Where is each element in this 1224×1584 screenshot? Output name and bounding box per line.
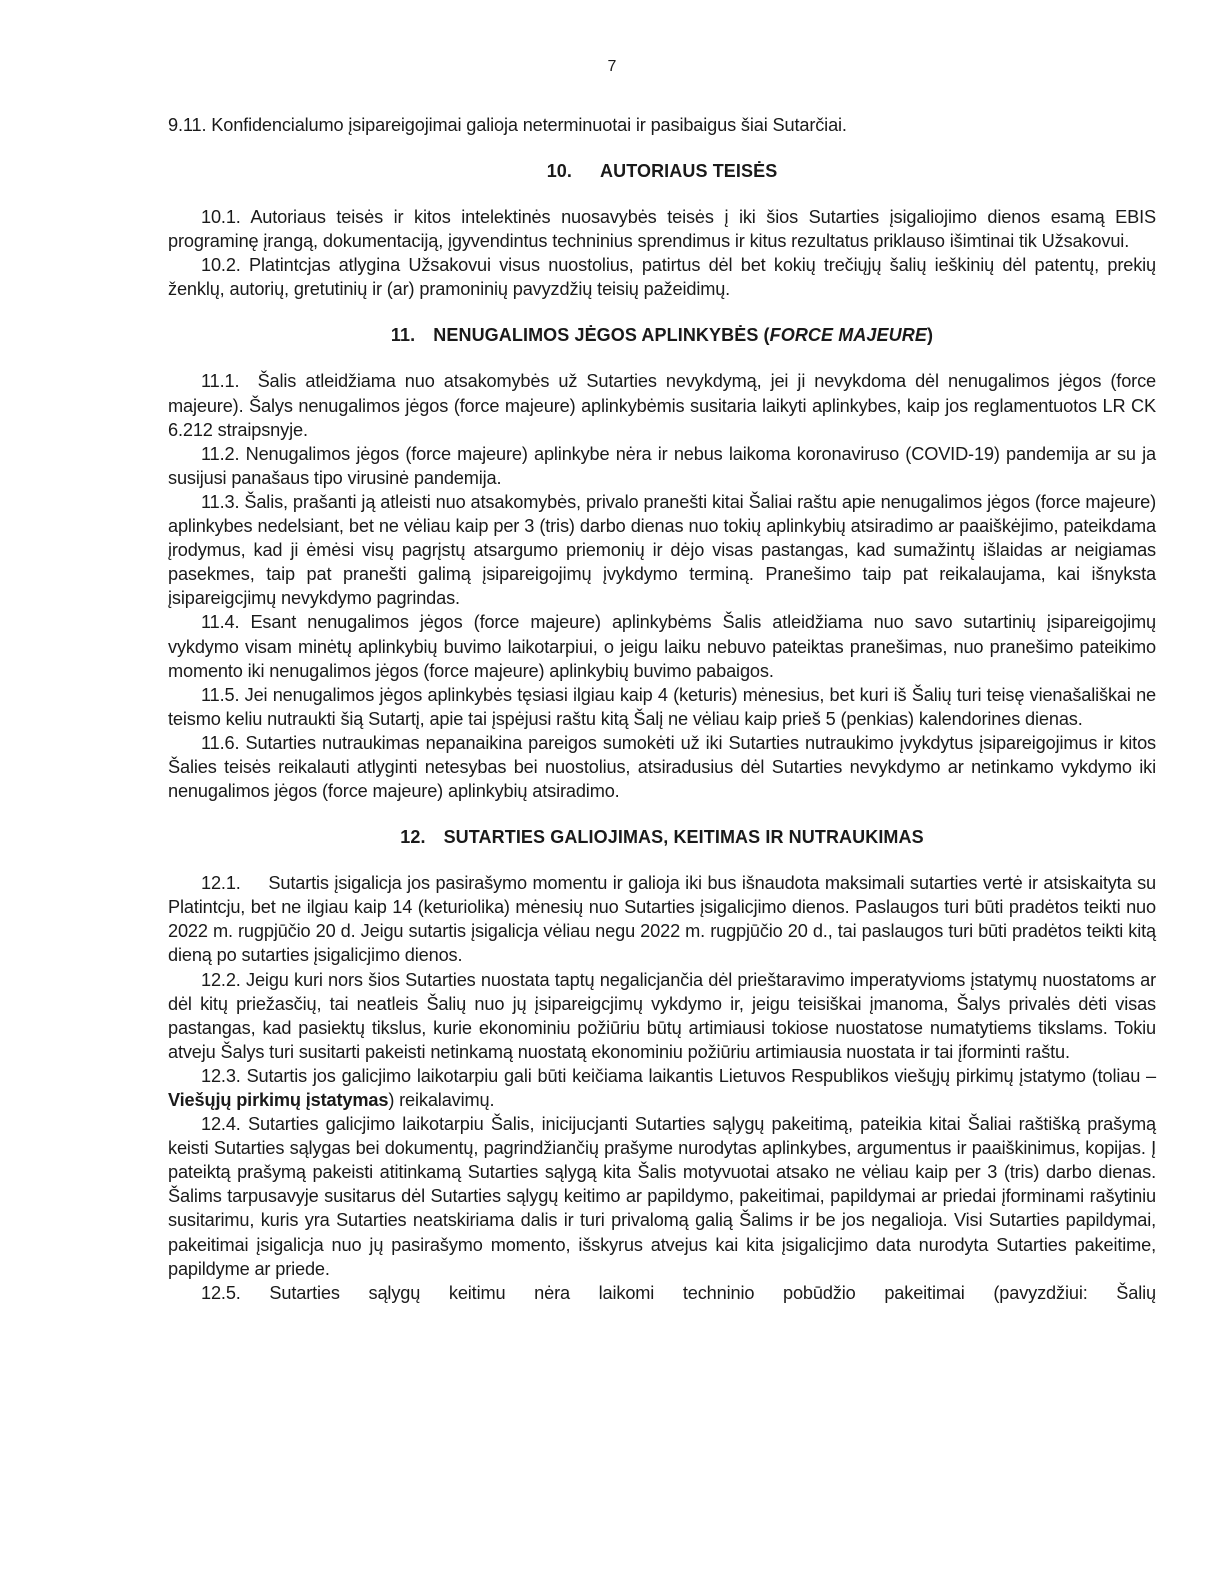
clause-12-2 [134, 968, 1156, 1064]
clause-number: 11.3. [201, 491, 240, 512]
clause-text: Šalis, prašanti ją atleisti nuo atsakomybės, privalo pranešti kitai Šaliai raštu apie nenugalimos jėgos (force majeure) aplinkybes nedelsiant, bet ne vėliau kaip per 3 (tris) darbo dienas nuo tokių aplinkybių atsiradimo ar paaiškėjimo, pateikdama įrodymus, kad ji ėmėsi visų pagrįstų atsargumo priemonių ir dėjo visas pastangas, kad sumažintų išlaidas ar neigiamas pasekmes, taip pat pranešti galimą įsipareigojimų įvykdymo terminą. Pranešimo taip pat reikalaujama, kai išnyksta įsipareigcjimų nevykdymo pagrindas. [168, 491, 1156, 609]
section-title-italic: FORCE MAJEURE [769, 325, 927, 346]
section-heading-12 [168, 825, 1156, 849]
clause-text-end: ) reikalavimų. [388, 1090, 495, 1110]
clause-11-1 [134, 369, 1156, 441]
clause-text: Sutartis įsigalicja jos pasirašymo momentu ir galioja iki bus išnaudota maksimali sutarties vertė ir atsiskaityta su Platintcju, bet ne ilgiau kaip 14 (keturiolika) mėnesių nuo Sutarties įsigalicjimo dienos. Paslaugos turi būti pradėtos teikti nuo 2022 m. rugpjūčio 20 d. Jeigu sutartis įsigalicja vėliau negu 2022 m. rugpjūčio 20 d., tai paslaugos turi būti pradėtos teikti kitą dieną po sutarties įsigalicjimo dienos. [168, 873, 1156, 966]
clause-text: Sutartis jos galicjimo laikotarpiu gali būti keičiama laikantis Lietuvos Respublikos viešųjų pirkimų įstatymo (toliau – [246, 1065, 1157, 1086]
clause-number: 11.4. [201, 612, 240, 633]
clause-number: 12.3. [201, 1065, 241, 1086]
clause-text: Nenugalimos jėgos (force majeure) aplinkybe nėra ir nebus laikoma koronaviruso (COVID-19) pandemija ar su ja susijusi panašaus tipo virusinė pandemija. [168, 443, 1156, 488]
section-title: SUTARTIES GALIOJIMAS, KEITIMAS IR NUTRAUKIMAS [443, 827, 924, 848]
clause-number: 11.1. [201, 371, 240, 392]
clause-text: Platintcjas atlygina Užsakovui visus nuostolius, patirtus dėl bet kokių trečiųjų šalių ieškinių dėl patentų, prekių ženklų, autorių, gretutinių ir (ar) pramoninių pavyzdžių teisių pažeidimų. [168, 255, 1156, 300]
clause-text: Sutarties galicjimo laikotarpiu Šalis, inicijucjanti Sutarties sąlygų pakeitimą, pateikia kitai Šaliai raštišką prašymą keisti Sutarties sąlygas bei dokumentų, pagrindžiančių prašyme nurodytas aplinkybes, argumentus ir paaiškinimus, kopijas. Į pateiktą prašymą pakeisti atitinkamą Sutarties sąlygą kita Šalis motyvuotai atsako ne vėliau kaip per 3 (tris) darbo dienas. Šalims tarpusavyje susitarus dėl Sutarties sąlygų keitimo ar papildymo, pakeitimai, papildymai ar priedai įforminami rašytiniu susitarimu, kuris yra Sutarties neatskiriama dalis ir turi privalomą galią Šalims ir be jos negalioja. Visi Sutarties papildymai, pakeitimai įsigalicja nuo jų pasirašymo momento, išskyrus atvejus kai kita įsigalicjimo data nurodyta Sutarties pakeitime, papildyme ar priede. [168, 1114, 1156, 1279]
section-12-clauses [168, 871, 1156, 1305]
clause-text: Sutarties sąlygų keitimu nėra laikomi techninio pobūdžio pakeitimai (pavyzdžiui: Šalių [269, 1282, 1157, 1303]
clause-number: 10.1. [201, 207, 241, 228]
clause-10-2 [134, 253, 1156, 301]
clause-11-6 [134, 731, 1156, 803]
clause-12-1 [134, 871, 1156, 967]
document-body [168, 113, 1156, 1305]
clause-text: Konfidencialumo įsipareigojimai galioja neterminuotai ir pasibaigus šiai Sutarčiai. [211, 115, 847, 135]
clause-number: 11.6. [201, 732, 240, 753]
clause-number: 10.2. [201, 255, 241, 276]
clause-12-4 [134, 1112, 1156, 1281]
clause-number: 11.5. [201, 684, 240, 705]
section-number: 10. [546, 161, 573, 182]
clause-11-5 [134, 683, 1156, 731]
clause-number: 12.2. [201, 969, 241, 990]
clause-text: Sutarties nutraukimas nepanaikina pareigos sumokėti už iki Sutarties nutraukimo įvykdytus įsipareigojimus ir kitos Šalies teisės reikalauti atlyginti netesybas bei nuostolius, atsiradusius dėl Sutarties nevykdymo ar netinkamo vykdymo iki nenugalimos jėgos (force majeure) aplinkybių atsiradimo. [168, 732, 1156, 802]
section-title-end: ) [926, 325, 934, 346]
clause-9-11 [168, 113, 1156, 137]
clause-text: Šalis atleidžiama nuo atsakomybės už Sutarties nevykdymą, jei ji nevykdoma dėl nenugalimos jėgos (force majeure). Šalys nenugalimos jėgos (force majeure) aplinkybėmis susitaria laikyti aplinkybes, kaip jos reglamentuotos LR CK 6.212 straipsnyje. [168, 371, 1156, 440]
clause-12-3 [134, 1064, 1156, 1112]
page-number: 7 [607, 58, 617, 75]
clause-text: Esant nenugalimos jėgos (force majeure) aplinkybėms Šalis atleidžiama nuo savo sutartinių įsipareigojimų vykdymo visam minėtų aplinkybių buvimo laikotarpiui, o jeigu laiku nebuvo pateiktas pranešimas, nuo pranešimo pateikimo momento iki nenugalimos jėgos (force majeure) aplinkybių buvimo pabaigos. [168, 612, 1157, 681]
section-heading-11 [168, 323, 1156, 347]
clause-number: 9.11. [168, 115, 207, 135]
section-heading-10 [168, 159, 1156, 183]
section-10-clauses [168, 205, 1156, 301]
defined-term: Viešųjų pirkimų įstatymas [168, 1090, 389, 1110]
section-title: AUTORIAUS TEISĖS [600, 161, 778, 182]
clause-11-2 [134, 442, 1156, 490]
clause-number: 11.2. [201, 443, 240, 464]
clause-text: Jeigu kuri nors šios Sutarties nuostata taptų negalicjančia dėl prieštaravimo imperatyvioms įstatymų nuostatoms ar dėl kitų priežasčių, tai neatleis Šalių nuo jų įsipareigcjimų vykdymo ir, jeigu teisiškai įmanoma, Šalys privalės dėti visas pastangas, kad pasiektų tikslus, kurie ekonominiu požiūriu būtų artimiausi tokiose nuostatose numatytiems tikslams. Tokiu atveju Šalys turi susitarti pakeisti netinkamą nuostatą ekonominiu požiūriu artimiausia nuostata ir tai įforminti raštu. [168, 969, 1157, 1062]
clause-12-5 [134, 1281, 1156, 1305]
clause-10-1 [134, 205, 1156, 253]
clause-11-4 [134, 610, 1156, 682]
clause-11-3 [134, 490, 1156, 610]
section-title: NENUGALIMOS JĖGOS APLINKYBĖS ( [433, 325, 770, 346]
clause-number: 12.4. [201, 1114, 241, 1135]
section-11-clauses [168, 369, 1156, 803]
clause-text: Autoriaus teisės ir kitos intelektinės nuosavybės teisės į iki šios Sutarties įsigaliojimo dienos esamą EBIS programinę įrangą, dokumentaciją, įgyvendintus techninius sprendimus ir kitus rezultatus priklauso išimtinai tik Užsakovui. [168, 207, 1156, 252]
clause-text: Jei nenugalimos jėgos aplinkybės tęsiasi ilgiau kaip 4 (keturis) mėnesius, bet kuri iš Šalių turi teisę vienašališkai ne teismo keliu nutraukti šią Sutartį, apie tai įspėjusi raštu kitą Šalį ne vėliau kaip prieš 5 (penkias) kalendorines dienas. [168, 684, 1156, 729]
clause-number: 12.1. [201, 873, 241, 894]
clause-number: 12.5. [201, 1282, 241, 1303]
section-number: 12. [400, 827, 426, 848]
section-number: 11. [390, 325, 416, 346]
